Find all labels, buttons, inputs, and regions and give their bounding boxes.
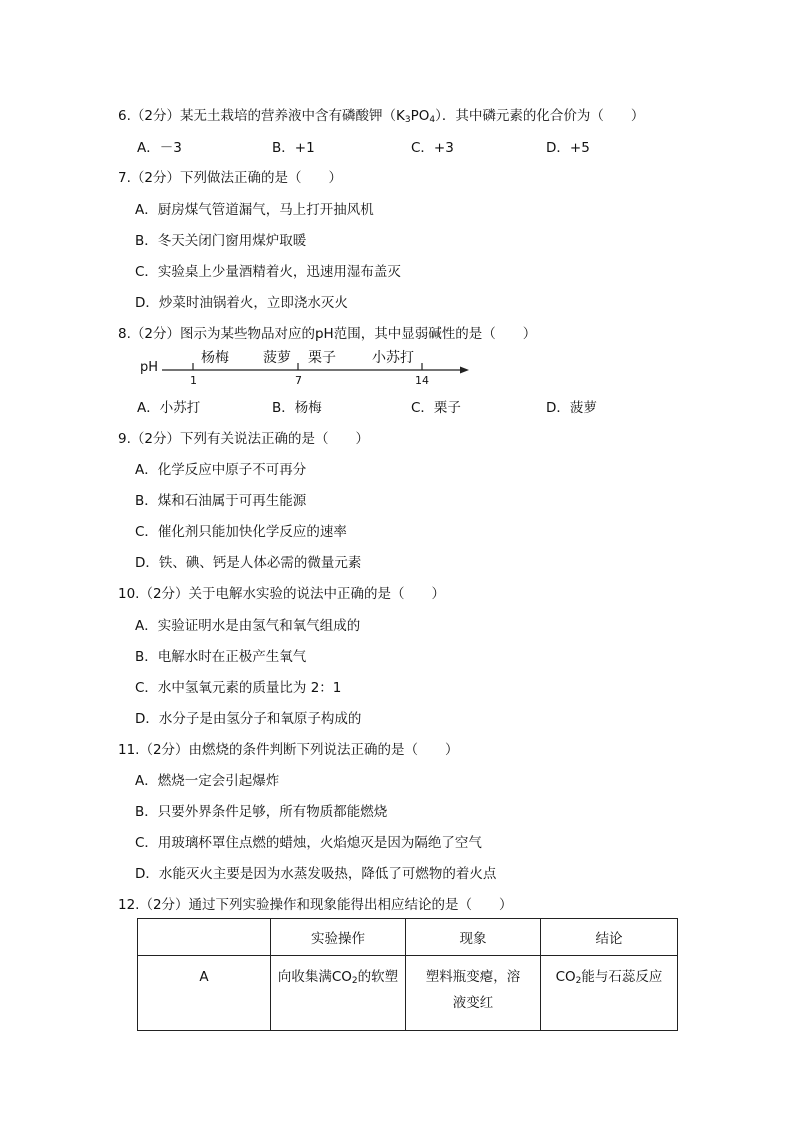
q11-option-d: D．水能灭火主要是因为水蒸发吸热，降低了可燃物的着火点	[135, 866, 497, 882]
phenomenon-cell: 塑料瓶变瘪，溶液变红	[406, 956, 541, 1031]
q10-option-a: A．实验证明水是由氢气和氧气组成的	[135, 618, 361, 634]
q9-option-a: A．化学反应中原子不可再分	[135, 462, 307, 478]
table-header-cell: 结论	[541, 919, 678, 956]
q10-option-c: C．水中氢氧元素的质量比为 2：1	[135, 680, 342, 696]
q6-stem-part: PO	[410, 108, 430, 124]
table-header-row	[138, 919, 678, 956]
q6-option-b: B．+1	[272, 140, 315, 156]
conclusion-text: 能与石蕊反应	[581, 969, 663, 985]
q7-option-c: C．实验桌上少量酒精着火，迅速用湿布盖灭	[135, 264, 401, 280]
conclusion-cell	[541, 956, 678, 1031]
q9-stem: 9.（2分）下列有关说法正确的是（ ）	[118, 431, 369, 447]
q6-subscript: 3	[404, 115, 411, 125]
q11-option-a: A．燃烧一定会引起爆炸	[135, 773, 280, 789]
q8-option-d: D．菠萝	[546, 400, 597, 416]
q7-option-b: B．冬天关闭门窗用煤炉取暖	[135, 233, 307, 249]
table-header-cell: 实验操作	[271, 919, 406, 956]
q10-stem: 10.（2分）关于电解水实验的说法中正确的是（ ）	[118, 586, 446, 602]
ph-tick-14: 14	[415, 374, 429, 387]
q10-option-b: B．电解水时在正极产生氧气	[135, 649, 307, 665]
q9-option-c: C．催化剂只能加快化学反应的速率	[135, 524, 347, 540]
conclusion-text: CO	[555, 969, 576, 985]
ph-tick-1: 1	[190, 374, 197, 387]
q6-stem-part: ）．其中磷元素的化合价为（ ）	[435, 108, 645, 124]
ph-item-lizi: 栗子	[308, 350, 336, 366]
q8-option-a: A．小苏打	[137, 400, 201, 416]
q7-stem: 7.（2分）下列做法正确的是（ ）	[118, 170, 342, 186]
q6-subscript: 4	[429, 115, 436, 125]
ph-tick-7: 7	[295, 374, 302, 387]
q8-stem: 8.（2分）图示为某些物品对应的pH范围，其中显弱碱性的是（ ）	[118, 326, 537, 342]
q8-option-c: C．栗子	[411, 400, 461, 416]
table-row	[138, 956, 678, 1031]
ph-item-xiaosuda: 小苏打	[372, 350, 414, 366]
operation-text: 向收集满CO	[277, 969, 352, 985]
q11-option-c: C．用玻璃杯罩住点燃的蜡烛，火焰熄灭是因为隔绝了空气	[135, 835, 482, 851]
ph-scale-figure	[138, 347, 478, 387]
q10-option-d: D．水分子是由氢分子和氧原子构成的	[135, 711, 362, 727]
q7-option-a: A．厨房煤气管道漏气，马上打开抽风机	[135, 202, 374, 218]
q11-stem: 11.（2分）由燃烧的条件判断下列说法正确的是（ ）	[118, 742, 459, 758]
operation-subscript: 2	[351, 976, 358, 986]
ph-item-boluo: 菠萝	[263, 350, 291, 366]
q11-option-b: B．只要外界条件足够，所有物质都能燃烧	[135, 804, 388, 820]
ph-label: pH	[140, 360, 159, 375]
q6-stem	[118, 104, 644, 125]
q12-stem: 12.（2分）通过下列实验操作和现象能得出相应结论的是（ ）	[118, 897, 513, 913]
q6-option-a: A．－3	[137, 140, 182, 156]
q12-table	[137, 918, 678, 1031]
q9-option-d: D．铁、碘、钙是人体必需的微量元素	[135, 555, 362, 571]
q7-option-d: D．炒菜时油锅着火，立即浇水灭火	[135, 295, 348, 311]
operation-text: 的软塑	[357, 969, 399, 985]
ph-item-yangmei: 杨梅	[201, 350, 229, 366]
q6-option-c: C．+3	[411, 140, 454, 156]
row-label: A	[138, 956, 271, 1031]
q8-option-b: B．杨梅	[272, 400, 322, 416]
table-header-cell	[138, 919, 271, 956]
table-header-cell: 现象	[406, 919, 541, 956]
conclusion-subscript: 2	[575, 976, 582, 986]
q9-option-b: B．煤和石油属于可再生能源	[135, 493, 307, 509]
q6-stem-part: 6.（2分）某无土栽培的营养液中含有磷酸钾（K	[118, 108, 405, 124]
operation-cell	[271, 956, 406, 1031]
q6-option-d: D．+5	[546, 140, 590, 156]
